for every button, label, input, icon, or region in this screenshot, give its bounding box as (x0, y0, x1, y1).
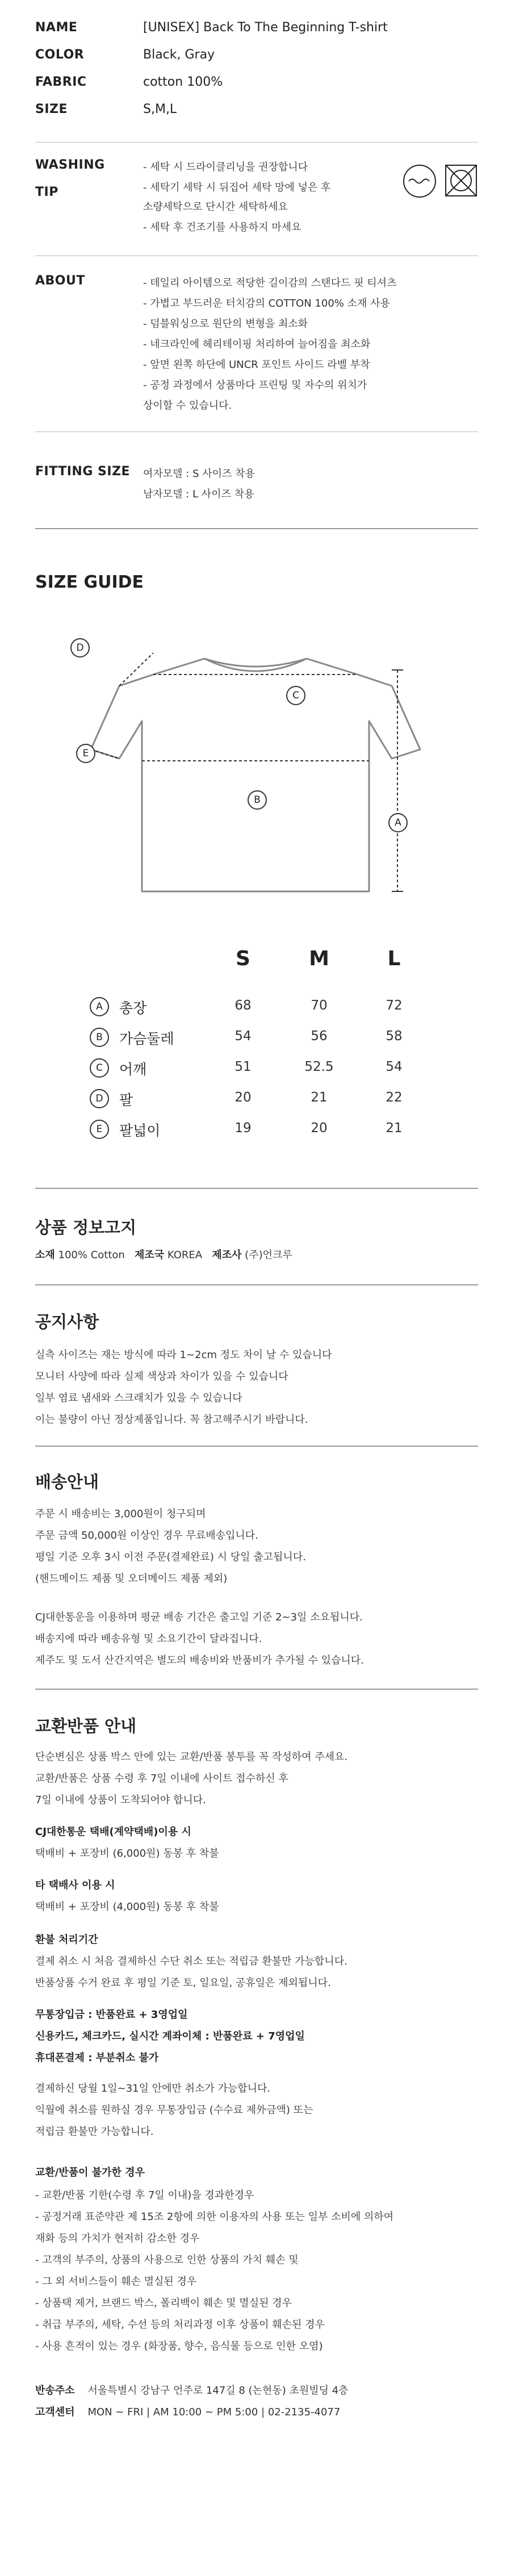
about-line: - 덤블워싱으로 원단의 변형을 최소화 (143, 318, 308, 330)
notice-line: 일부 염료 냄새와 스크래치가 있을 수 있습니다 (35, 1392, 242, 1404)
about-line: - 앞면 왼쪽 하단에 UNCR 포인트 사이드 라벨 부착 (143, 359, 370, 371)
cell: 58 (386, 1029, 403, 1044)
washing-line: 소량세탁으로 단시간 세탁하세요 (143, 201, 288, 213)
washing-line: - 세탁기 세탁 시 뒤집어 세탁 망에 넣은 후 (143, 182, 331, 194)
table-row (0, 1057, 511, 1080)
cell: 20 (311, 1121, 328, 1136)
notice-line: 실측 사이즈는 재는 방식에 따라 1~2cm 정도 차이 날 수 있습니다 (35, 1349, 332, 1361)
customer-center (35, 2404, 340, 2419)
cell: 19 (234, 1121, 252, 1136)
cell: 54 (386, 1059, 403, 1074)
cannot-line: - 사용 흔적이 있는 경우 (화장품, 향수, 음식물 등으로 인한 오염) (35, 2340, 323, 2352)
customer-center-label: 고객센터 (35, 2406, 75, 2418)
other-courier-title: 타 택배사 이용 시 (35, 1879, 115, 1891)
cell: 72 (386, 998, 403, 1013)
payment-card: 신용카드, 체크카드, 실시간 계좌이체 : 반품완료 + 7영업일 (35, 2030, 305, 2042)
payment-phone: 휴대폰결제 : 부분취소 불가 (35, 2052, 159, 2064)
marker-c: C (286, 686, 305, 705)
divider (35, 255, 478, 256)
fabric-label: FABRIC (35, 75, 87, 89)
no-tumble-dry-icon (444, 164, 478, 198)
washing-line: - 세탁 후 건조기를 사용하지 마세요 (143, 221, 301, 233)
section-divider (35, 1689, 478, 1690)
section-divider (35, 1446, 478, 1447)
shipping-line: 주문 시 배송비는 3,000원이 청구되며 (35, 1508, 206, 1520)
about-line: - 가볍고 부드러운 터치감의 COTTON 100% 소재 사용 (143, 298, 390, 309)
cell: 54 (234, 1029, 252, 1044)
cell: 68 (234, 998, 252, 1013)
cell: 56 (311, 1029, 328, 1044)
refund-title: 환불 처리기간 (35, 1934, 98, 1946)
row-marker: B (90, 1028, 109, 1047)
about-line: - 공정 과정에서 상품마다 프린팅 및 자수의 위치가 (143, 379, 367, 391)
product-notice-line (35, 1247, 292, 1262)
row-marker: A (90, 997, 109, 1016)
cj-title: CJ대한통운 택배(계약택배)이용 시 (35, 1826, 191, 1838)
shipping-line: 제주도 및 도서 산간지역은 별도의 배송비와 반품비가 추가될 수 있습니다. (35, 1654, 364, 1666)
size-header: S (236, 947, 250, 970)
maker-label: 제조사 (212, 1249, 242, 1261)
about-line: 상이할 수 있습니다. (143, 400, 232, 412)
country-label: 제조국 (135, 1249, 165, 1261)
row-label: 어깨 (119, 1061, 147, 1078)
other-courier-text: 택배비 + 포장비 (4,000원) 동봉 후 착불 (35, 1901, 219, 1913)
fabric-value: cotton 100% (143, 75, 223, 89)
name-value: [UNISEX] Back To The Beginning T-shirt (143, 20, 388, 35)
tshirt-diagram (74, 642, 437, 908)
refund-line: 반품상품 수거 완료 후 평일 기준 토, 일요일, 공휴일은 제외됩니다. (35, 1977, 331, 1989)
notice-line: 이는 불량이 아닌 정상제품입니다. 꼭 참고해주시기 바랍니다. (35, 1414, 308, 1426)
cell: 51 (234, 1059, 252, 1074)
row-marker: D (90, 1089, 109, 1108)
country-value: KOREA (167, 1249, 203, 1261)
shipping-line: 평일 기준 오후 3시 이전 주문(결제완료) 시 당일 출고됩니다. (35, 1551, 306, 1563)
fitting-label: FITTING SIZE (35, 464, 131, 479)
cell: 20 (234, 1090, 252, 1105)
row-label: 팔넓이 (119, 1122, 161, 1139)
payment-bank: 무통장입금 : 반품완료 + 3영업일 (35, 2009, 188, 2021)
tip-label: TIP (35, 185, 58, 199)
shipping-line: (핸드메이드 제품 및 오더메이드 제품 제외) (35, 1573, 228, 1585)
marker-b: B (248, 790, 267, 810)
return-address-label: 반송주소 (35, 2385, 75, 2397)
cannot-line: - 공정거래 표준약관 제 15조 2항에 의한 이용자의 사용 또는 일부 소비에 의하여 (35, 2211, 394, 2223)
about-line: - 데일리 아이템으로 적당한 길이감의 스탠다드 핏 티셔츠 (143, 277, 397, 289)
notice-line: 모니터 사양에 따라 실제 색상과 차이가 있을 수 있습니다 (35, 1371, 288, 1383)
cj-text: 택배비 + 포장비 (6,000원) 동봉 후 착불 (35, 1848, 219, 1859)
material-label: 소재 (35, 1249, 55, 1261)
size-guide-title: SIZE GUIDE (35, 572, 144, 592)
return-address-value: 서울특별시 강남구 언주로 147길 8 (논현동) 초원빌딩 4층 (87, 2385, 349, 2397)
table-row (0, 1119, 511, 1141)
row-marker: C (90, 1058, 109, 1078)
fitting-line: 여자모델 : S 사이즈 착용 (143, 468, 255, 480)
table-row (0, 996, 511, 1019)
cannot-line: - 고객의 부주의, 상품의 사용으로 인한 상품의 가치 훼손 및 (35, 2254, 299, 2266)
refund-line: 결제 취소 시 처음 결제하신 수단 취소 또는 적립금 환불만 가능합니다. (35, 1955, 347, 1967)
notice-title: 공지사항 (35, 1312, 99, 1331)
size-header: L (387, 947, 401, 970)
return-address (35, 2382, 349, 2397)
row-marker: E (90, 1120, 109, 1139)
about-label: ABOUT (35, 274, 85, 288)
shipping-line: 배송지에 따라 배송유형 및 소요기간이 달라집니다. (35, 1633, 262, 1645)
returns-intro: 단순변심은 상품 박스 안에 있는 교환/반품 봉투를 꼭 작성하여 주세요. (35, 1751, 348, 1763)
table-row (0, 1027, 511, 1049)
size-label: SIZE (35, 102, 68, 116)
row-label: 팔 (119, 1092, 133, 1108)
material-value: 100% Cotton (58, 1249, 125, 1261)
color-label: COLOR (35, 48, 85, 62)
washing-label: WASHING (35, 158, 105, 172)
cell: 21 (311, 1090, 328, 1105)
returns-title: 교환반품 안내 (35, 1716, 137, 1736)
size-header: M (309, 947, 329, 970)
product-notice-title: 상품 정보고지 (35, 1218, 137, 1237)
phone-line: 적립금 환불만 가능합니다. (35, 2126, 154, 2138)
section-divider (35, 1284, 478, 1285)
section-divider (35, 1188, 478, 1189)
cell: 22 (386, 1090, 403, 1105)
cannot-title: 교환/반품이 불가한 경우 (35, 2167, 145, 2179)
table-row (0, 1088, 511, 1111)
maker-value: (주)언크루 (245, 1249, 292, 1261)
size-value: S,M,L (143, 102, 177, 116)
marker-d: D (70, 638, 90, 657)
cell: 70 (311, 998, 328, 1013)
cannot-line: - 교환/반품 기한(수령 후 7일 이내)을 경과한경우 (35, 2189, 254, 2201)
cannot-line: - 그 외 서비스들이 훼손 멸실된 경우 (35, 2276, 197, 2288)
about-line: - 네크라인에 헤리테이핑 처리하여 늘어짐을 최소화 (143, 338, 371, 350)
divider (35, 142, 478, 143)
shipping-line: CJ대한통운을 이용하며 평균 배송 기간은 출고일 기준 2~3일 소요됩니다. (35, 1611, 363, 1623)
cannot-line: 재화 등의 가치가 현저히 감소한 경우 (35, 2232, 200, 2244)
no-wring-icon (402, 164, 437, 199)
marker-a: A (388, 813, 408, 832)
fitting-line: 남자모델 : L 사이즈 착용 (143, 488, 254, 500)
row-label: 총장 (119, 1000, 147, 1016)
shipping-line: 주문 금액 50,000원 이상인 경우 무료배송입니다. (35, 1530, 258, 1542)
cell: 52.5 (304, 1059, 334, 1074)
returns-intro: 교환/반품은 상품 수령 후 7일 이내에 사이트 접수하신 후 (35, 1773, 288, 1785)
washing-line: - 세탁 시 드라이클리닝을 권장합니다 (143, 161, 308, 173)
cannot-line: - 상품택 제거, 브랜드 박스, 폴리백이 훼손 및 멸실된 경우 (35, 2297, 292, 2309)
cell: 21 (386, 1121, 403, 1136)
marker-e: E (76, 744, 95, 763)
name-label: NAME (35, 20, 78, 35)
color-value: Black, Gray (143, 48, 215, 62)
customer-center-value: MON ~ FRI | AM 10:00 ~ PM 5:00 | 02-2135-4077 (87, 2406, 341, 2418)
phone-line: 익월에 취소를 원하실 경우 무통장입금 (수수료 제外금액) 또는 (35, 2104, 313, 2116)
returns-intro: 7일 이내에 상품이 도착되어야 합니다. (35, 1794, 206, 1806)
row-label: 가슴둘레 (119, 1031, 174, 1047)
phone-line: 결제하신 당월 1일~31일 안에만 취소가 가능합니다. (35, 2083, 271, 2095)
shipping-title: 배송안내 (35, 1472, 99, 1492)
cannot-line: - 취급 부주의, 세탁, 수선 등의 처리과정 이후 상품이 훼손된 경우 (35, 2319, 325, 2331)
section-divider (35, 528, 478, 529)
